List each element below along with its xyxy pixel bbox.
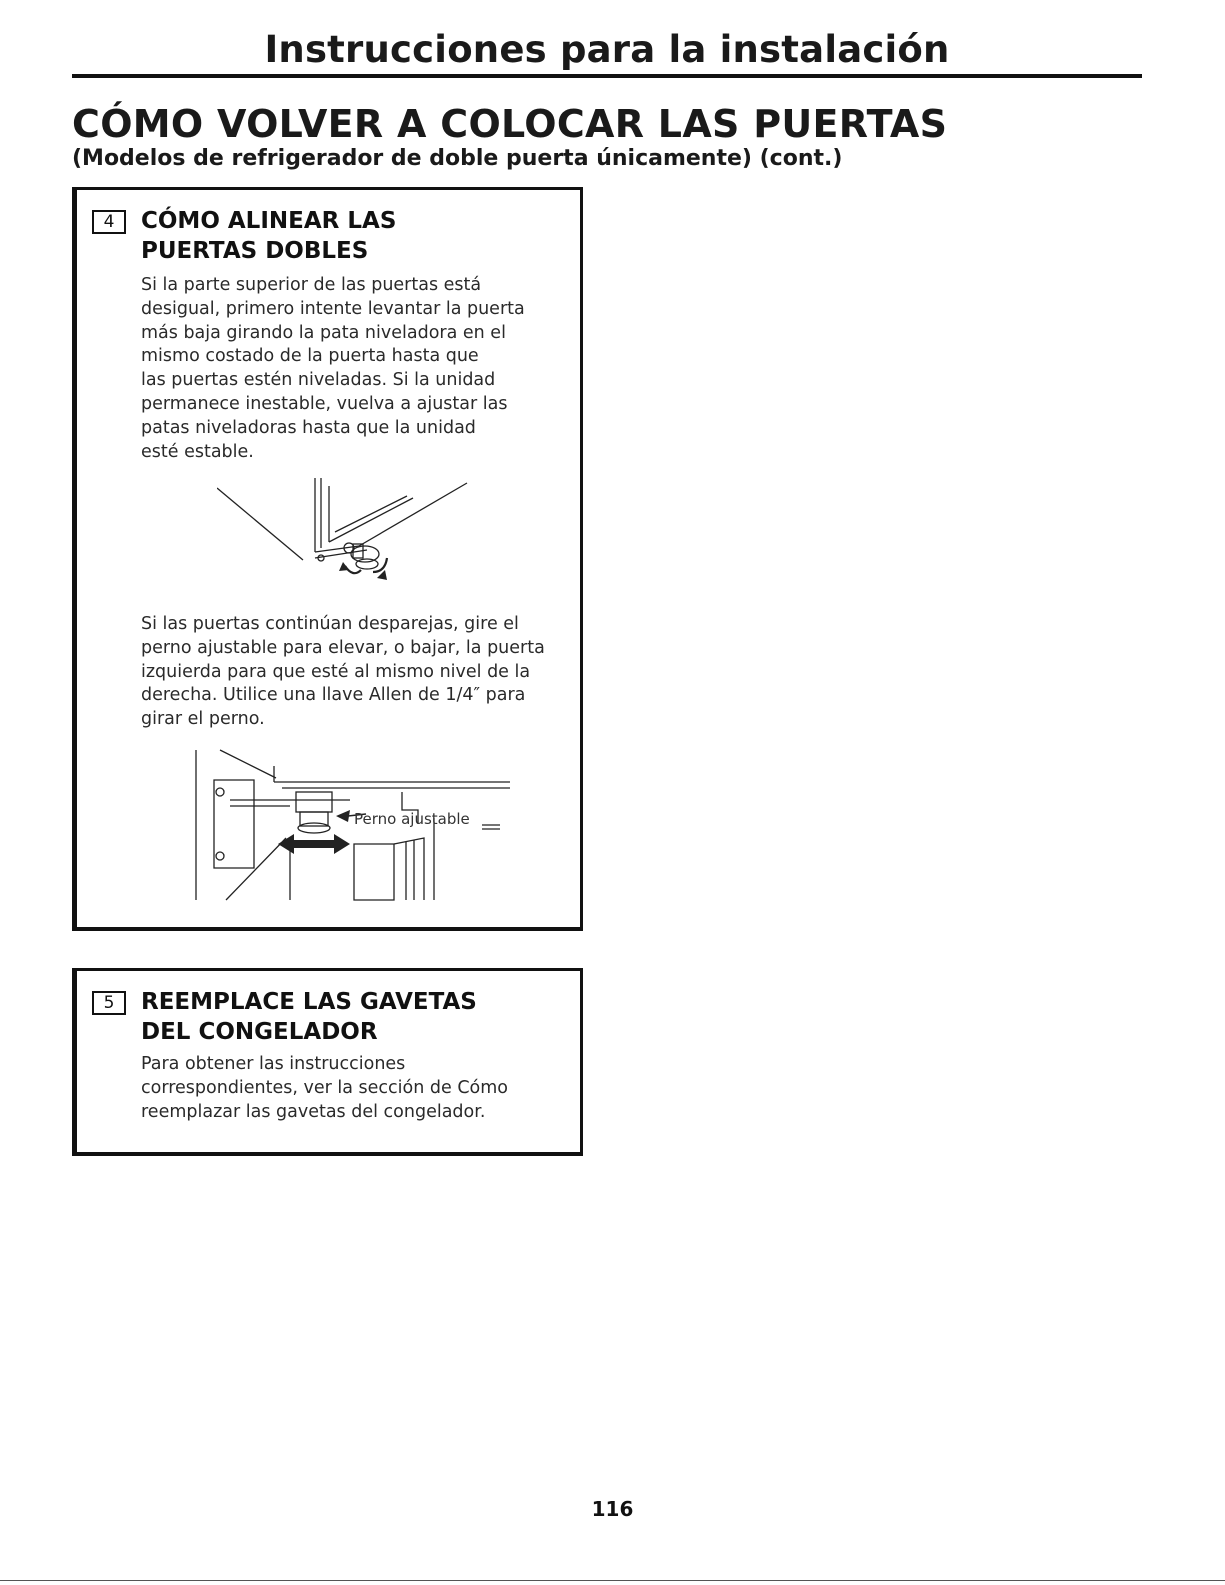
step-5-title	[141, 987, 541, 1047]
step-4-paragraph-1: Si la parte superior de las puertas está desigual, primero intente levantar la puerta más baja girando la pata niveladora en el mismo costado de la puerta hasta que las puertas estén niveladas. Si la unidad permanece inestable, vuelva a ajustar las patas niveladoras hasta que la unidad esté estable.	[141, 275, 525, 462]
step-4-number: 4	[92, 210, 126, 234]
step-5-title-line2: DEL CONGELADOR	[141, 1019, 378, 1045]
step-5-paragraph-1: Para obtener las instrucciones correspondientes, ver la sección de Cómo reemplazar las gavetas del congelador.	[141, 1054, 509, 1122]
step-4-title	[141, 206, 541, 266]
step-5-box	[72, 968, 583, 1156]
step-4-title-line2: PUERTAS DOBLES	[141, 238, 369, 264]
page-number: 116	[591, 1497, 634, 1521]
header-rule	[72, 74, 1142, 78]
step-4-paragraph-2: Si las puertas continúan desparejas, gire el perno ajustable para elevar, o bajar, la puerta izquierda para que esté al mismo nivel de la derecha. Utilice una llave Allen de 1/4″ para girar el perno.	[141, 614, 545, 730]
adjustable-bolt-label: Perno ajustable	[354, 810, 470, 828]
step-4-title-line1: CÓMO ALINEAR LAS	[141, 208, 397, 234]
section-subtitle: (Modelos de refrigerador de doble puerta únicamente) (cont.)	[72, 146, 843, 171]
bottom-rule	[0, 1580, 1225, 1581]
step-4-box	[72, 187, 583, 931]
step-5-title-line1: REEMPLACE LAS GAVETAS	[141, 989, 477, 1015]
section-title: CÓMO VOLVER A COLOCAR LAS PUERTAS	[72, 102, 948, 146]
page-header-title: Instrucciones para la instalación	[264, 28, 950, 71]
leveling-leg-illustration	[217, 478, 477, 603]
step-5-number: 5	[92, 991, 126, 1015]
